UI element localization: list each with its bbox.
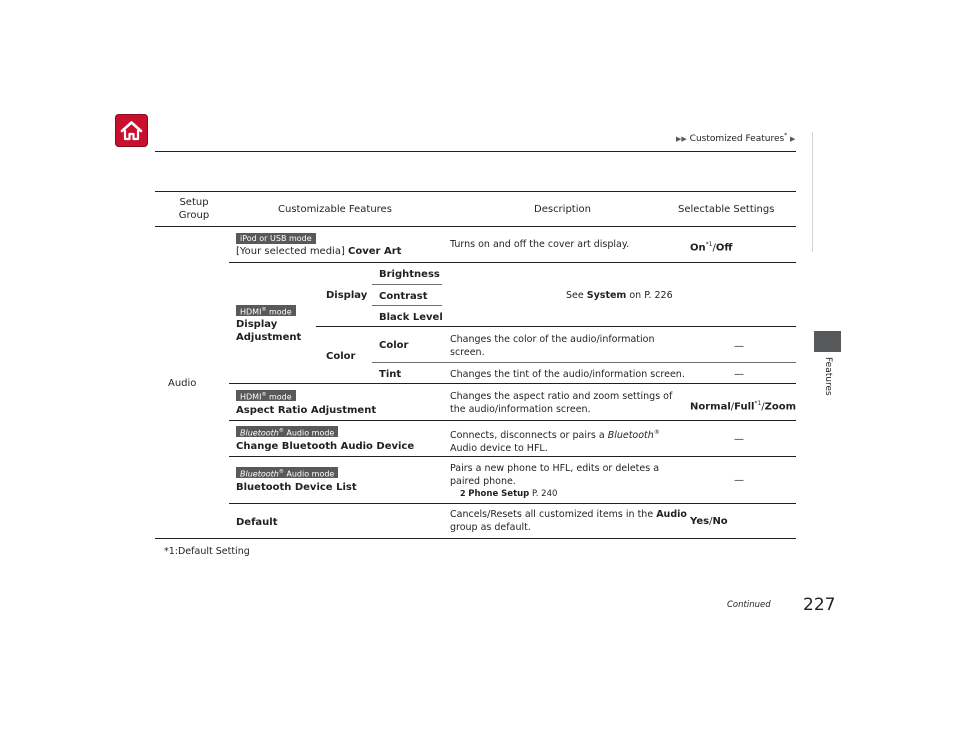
side-tab-marker xyxy=(814,331,841,352)
setting-color: — xyxy=(734,341,744,352)
continued-label: Continued xyxy=(727,600,771,610)
mode-tag-bluetooth-audio: Bluetooth® Audio mode xyxy=(236,467,338,478)
item-rule xyxy=(372,362,796,363)
description-default: Cancels/Resets all customized items in the Audio group as default. xyxy=(450,509,687,533)
row-rule xyxy=(229,420,796,421)
setting-change-bt-device: — xyxy=(734,434,744,445)
item-tint: Tint xyxy=(379,369,402,380)
row-rule xyxy=(229,456,796,457)
footnote: *1:Default Setting xyxy=(164,546,250,557)
header-rule xyxy=(155,151,796,152)
description-tint: Changes the tint of the audio/information screen. xyxy=(450,369,685,380)
item-brightness: Brightness xyxy=(379,269,440,280)
item-rule xyxy=(372,305,442,306)
item-black-level: Black Level xyxy=(379,312,443,323)
item-rule xyxy=(372,284,442,285)
description-aspect-ratio: Changes the aspect ratio and zoom settings of the audio/information screen. xyxy=(450,391,673,415)
setup-group-audio: Audio xyxy=(168,378,197,389)
feature-display-adjustment: Display Adjustment xyxy=(236,319,302,343)
row-rule xyxy=(229,503,796,504)
row-rule xyxy=(316,326,796,327)
setting-tint: — xyxy=(734,369,744,380)
home-icon xyxy=(115,114,148,147)
mode-tag-ipod-usb: iPod or USB mode xyxy=(236,233,316,244)
setting-default: Yes/No xyxy=(690,516,728,527)
feature-aspect-ratio: Aspect Ratio Adjustment xyxy=(236,405,377,416)
setting-cover-art: On$^{*1}$/Off xyxy=(690,241,733,254)
header-description: Description xyxy=(534,204,591,215)
description-see-system: See System on P. 226 xyxy=(566,290,673,301)
breadcrumb xyxy=(676,130,795,145)
page-number: 227 xyxy=(803,595,836,615)
row-rule xyxy=(229,383,796,384)
setting-aspect-ratio: Normal/Full$^{*1}$/Zoom xyxy=(690,400,797,413)
setting-bt-device-list: — xyxy=(734,475,744,486)
description-cover-art: Turns on and off the cover art display. xyxy=(450,239,630,250)
mode-tag-bluetooth-audio: Bluetooth® Audio mode xyxy=(236,426,338,437)
side-tab-label: Features xyxy=(823,356,833,396)
breadcrumb-link[interactable]: Customized Features xyxy=(689,134,785,144)
feature-bt-device-list: Bluetooth Device List xyxy=(236,482,357,493)
feature-change-bt-device: Change Bluetooth Audio Device xyxy=(236,441,415,452)
side-rule xyxy=(812,132,813,252)
table-top-rule xyxy=(155,191,796,192)
feature-cover-art: [Your selected media] Cover Art xyxy=(236,246,402,257)
breadcrumb-arrows-icon: ▶▶ xyxy=(676,135,687,143)
row-rule xyxy=(229,262,796,263)
mode-tag-hdmi: HDMI® mode xyxy=(236,390,296,401)
header-setup-group: Setup Group xyxy=(178,197,210,221)
description-bt-device-list: Pairs a new phone to HFL, edits or deletes a paired phone. 2 Phone Setup P. 240 xyxy=(450,463,660,499)
cross-reference-link[interactable]: 2 Phone Setup P. 240 xyxy=(460,489,558,499)
description-color: Changes the color of the audio/information screen. xyxy=(450,334,655,358)
subgroup-color: Color xyxy=(326,351,356,362)
description-change-bt-device: Connects, disconnects or pairs a Bluetooth® Audio device to HFL. xyxy=(450,429,660,455)
feature-default: Default xyxy=(236,517,278,528)
subgroup-display: Display xyxy=(326,290,368,301)
table-bottom-rule xyxy=(155,538,796,539)
item-contrast: Contrast xyxy=(379,291,428,302)
home-button[interactable] xyxy=(115,114,148,147)
breadcrumb-star: * xyxy=(784,132,788,139)
mode-tag-hdmi: HDMI® mode xyxy=(236,305,296,316)
header-customizable-features: Customizable Features xyxy=(278,204,392,215)
item-color: Color xyxy=(379,340,409,351)
reference-arrow-icon: 2 xyxy=(460,489,466,498)
header-selectable-settings: Selectable Settings xyxy=(678,204,775,215)
table-header-rule xyxy=(155,226,796,227)
breadcrumb-end-icon: ▶ xyxy=(790,135,796,143)
